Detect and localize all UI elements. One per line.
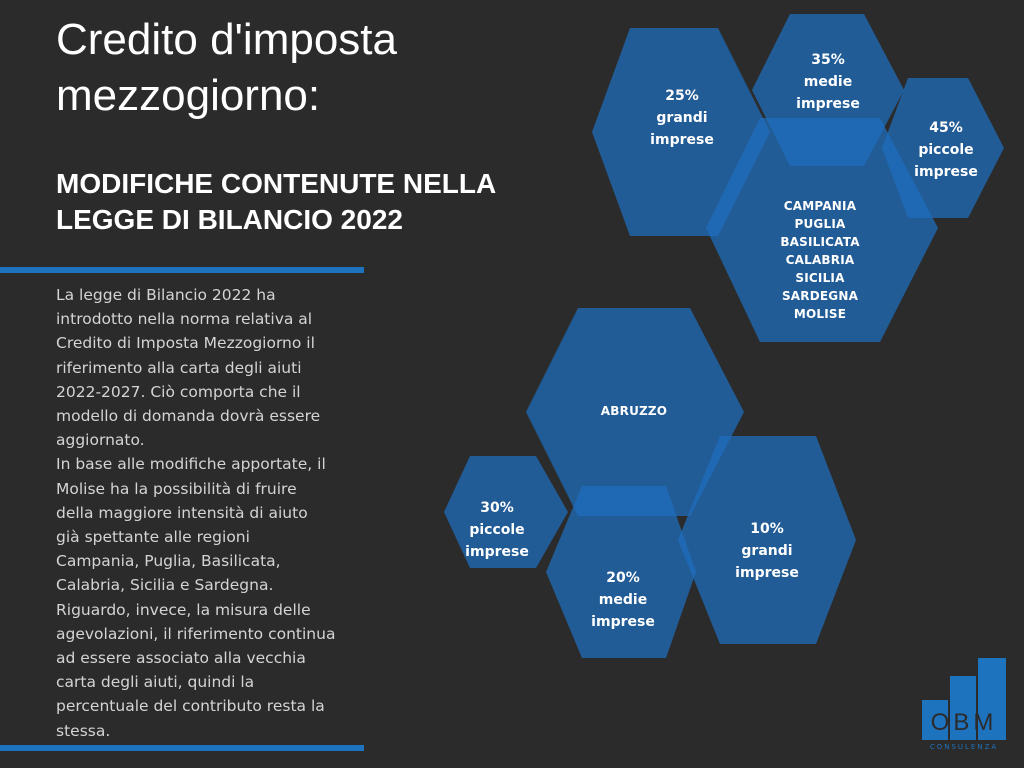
body-line: Campania, Puglia, Basilicata,	[56, 552, 281, 571]
subtitle-line-2: LEGGE DI BILANCIO 2022	[56, 204, 403, 235]
body-line: Credito di Imposta Mezzogiorno il	[56, 334, 315, 353]
body-line: agevolazioni, il riferimento continua	[56, 624, 336, 643]
body-line: stessa.	[56, 721, 111, 740]
label-medie-35: 35% medie imprese	[796, 52, 860, 112]
subtitle-line-1: MODIFICHE CONTENUTE NELLA	[56, 168, 497, 199]
body-line: aggiornato.	[56, 431, 145, 450]
title-line-2: mezzogiorno:	[56, 71, 321, 120]
body-line: già spettante alle regioni	[56, 528, 250, 547]
obm-logo	[920, 656, 1010, 752]
body-line: In base alle modifiche apportate, il	[56, 455, 326, 474]
logo-subtext: CONSULENZA	[929, 743, 999, 751]
label-grandi-10: 10% grandi imprese	[735, 521, 799, 581]
body-line: Calabria, Sicilia e Sardegna.	[56, 576, 274, 595]
label-regions: CAMPANIA PUGLIA BASILICATA CALABRIA SICILIA SARDEGNA MOLISE	[780, 199, 860, 321]
body-line: 2022-2027. Ciò comporta che il	[56, 382, 301, 401]
logo-text: OBM	[930, 709, 998, 736]
title-line-1: Credito d'imposta	[56, 15, 397, 64]
body-line: della maggiore intensità di aiuto	[56, 503, 308, 522]
body-line: Molise ha la possibilità di fruire	[56, 479, 297, 498]
body-line: percentuale del contributo resta la	[56, 697, 325, 716]
label-piccole-45: 45% piccole imprese	[914, 120, 978, 180]
label-grandi-25: 25% grandi imprese	[650, 88, 714, 148]
label-medie-20: 20% medie imprese	[591, 570, 655, 630]
body-line: carta degli aiuti, quindi la	[56, 673, 255, 692]
body-line: modello di domanda dovrà essere	[56, 407, 321, 426]
label-piccole-30: 30% piccole imprese	[465, 500, 529, 560]
body-line: Riguardo, invece, la misura delle	[56, 600, 311, 619]
body-line: ad essere associato alla vecchia	[56, 649, 306, 668]
body-line: riferimento alla carta degli aiuti	[56, 358, 302, 377]
body-line: La legge di Bilancio 2022 ha	[56, 286, 276, 304]
body-line: introdotto nella norma relativa al	[56, 310, 313, 329]
label-abruzzo: ABRUZZO	[600, 404, 668, 418]
